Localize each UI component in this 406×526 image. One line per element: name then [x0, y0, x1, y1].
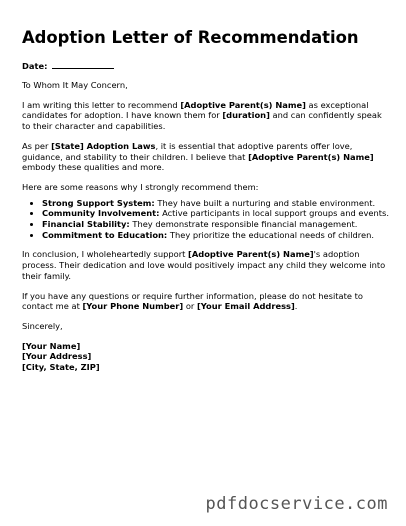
state-paragraph: [22, 141, 390, 173]
contact-email: [Your Email Address]: [196, 301, 295, 312]
date-line: [22, 60, 390, 72]
signature-block: [22, 341, 390, 373]
reason-label: Strong Support System:: [42, 197, 155, 208]
intro-text-3: and can confidently speak to their character and capabilities.: [22, 110, 382, 132]
reason-text: Active participants in local support groups and events.: [159, 208, 389, 219]
conclusion-text-1: In conclusion, I wholeheartedly support: [22, 249, 189, 260]
reason-text: They have built a nurturing and stable environment.: [154, 197, 376, 208]
state-text-3: embody these qualities and more.: [22, 162, 165, 173]
contact-text-2: or: [183, 301, 197, 312]
conclusion-parent-name: [Adoptive Parent(s) Name]: [188, 249, 314, 260]
signature-city: [City, State, ZIP]: [22, 362, 100, 373]
intro-text-1: I am writing this letter to recommend: [22, 99, 181, 110]
date-blank: [52, 60, 114, 69]
state-laws: [State] Adoption Laws: [51, 140, 156, 151]
signature-name: [Your Name]: [22, 340, 81, 351]
letter-page: [22, 28, 390, 373]
intro-parent-name: [Adoptive Parent(s) Name]: [180, 99, 306, 110]
state-text-1: As per: [22, 140, 52, 151]
salutation: To Whom It May Concern,: [22, 80, 128, 90]
reasons-intro: Here are some reasons why I strongly recommend them:: [22, 181, 259, 192]
reason-text: They demonstrate responsible financial management.: [129, 219, 358, 230]
list-item: [42, 219, 390, 230]
conclusion-paragraph: [22, 249, 390, 281]
intro-duration: [duration]: [222, 110, 270, 121]
state-text-2: , it is essential that adoptive parents offer love, guidance, and stability to their children. I believe that: [22, 140, 353, 162]
contact-paragraph: [22, 291, 390, 312]
closing: Sincerely,: [22, 320, 63, 331]
reason-label: Community Involvement:: [42, 208, 160, 219]
intro-paragraph: [22, 100, 390, 132]
contact-phone: [Your Phone Number]: [82, 301, 184, 312]
conclusion-text-2: 's adoption process. Their dedication and love would positively impact any child they welcome into their family.: [22, 249, 386, 281]
list-item: [42, 198, 390, 209]
letter-title: Adoption Letter of Recommendation: [22, 28, 359, 47]
list-item: [42, 230, 390, 241]
watermark: pdfdocservice.com: [205, 494, 388, 514]
signature-address: [Your Address]: [22, 351, 92, 362]
state-parent-name: [Adoptive Parent(s) Name]: [248, 151, 374, 162]
intro-text-2: as exceptional candidates for adoption. I have known them for: [22, 99, 369, 121]
list-item: [42, 208, 390, 219]
reason-text: They prioritize the educational needs of children.: [167, 229, 374, 240]
reason-label: Financial Stability:: [42, 219, 130, 230]
reasons-list: [22, 198, 390, 241]
reason-label: Commitment to Education:: [42, 229, 168, 240]
date-label: Date:: [22, 61, 48, 71]
contact-text-1: If you have any questions or require further information, please do not hesitate to contact me at: [22, 290, 363, 312]
contact-text-3: .: [294, 301, 298, 312]
